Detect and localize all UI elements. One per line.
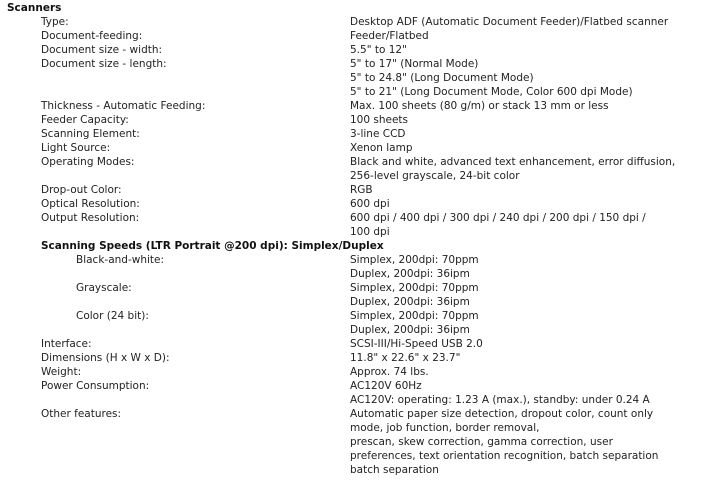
spec-row xyxy=(0,407,711,421)
spec-row xyxy=(0,435,711,449)
spec-label: Operating Modes: xyxy=(41,156,135,168)
spec-row xyxy=(0,57,711,71)
spec-row xyxy=(0,71,711,85)
spec-row xyxy=(0,197,711,211)
spec-value: 5" to 21" (Long Document Mode, Color 600 dpi Mode) xyxy=(350,86,633,98)
spec-row xyxy=(0,127,711,141)
spec-label: Optical Resolution: xyxy=(41,198,140,210)
spec-row xyxy=(0,351,711,365)
spec-value: mode, job function, border removal, xyxy=(350,422,540,434)
spec-value: AC120V: operating: 1.23 A (max.), standby: under 0.24 A xyxy=(350,394,650,406)
speed-value: Duplex, 200dpi: 36ipm xyxy=(350,268,470,280)
speed-row xyxy=(0,295,711,309)
spec-value: 600 dpi / 400 dpi / 300 dpi / 240 dpi / 200 dpi / 150 dpi / xyxy=(350,212,646,224)
speed-row xyxy=(0,253,711,267)
spec-value: RGB xyxy=(350,184,373,196)
spec-label: Other features: xyxy=(41,408,122,420)
spec-row xyxy=(0,183,711,197)
spec-value: 5.5" to 12" xyxy=(350,44,407,56)
spec-label: Feeder Capacity: xyxy=(41,114,129,126)
spec-row xyxy=(0,15,711,29)
spec-value: 600 dpi xyxy=(350,198,390,210)
spec-value: Xenon lamp xyxy=(350,142,413,154)
spec-row xyxy=(0,365,711,379)
spec-value: 100 dpi xyxy=(350,226,390,238)
speed-heading: Scanning Speeds (LTR Portrait @200 dpi): Simplex/Duplex xyxy=(41,240,384,252)
speed-label: Grayscale: xyxy=(76,282,132,294)
spec-row xyxy=(0,169,711,183)
spec-row xyxy=(0,449,711,463)
spec-label: Light Source: xyxy=(41,142,111,154)
spec-row xyxy=(0,225,711,239)
spec-row xyxy=(0,211,711,225)
spec-value: 11.8" x 22.6" x 23.7" xyxy=(350,352,461,364)
spec-row xyxy=(0,393,711,407)
spec-value: Automatic paper size detection, dropout color, count only xyxy=(350,408,654,420)
spec-label: Document size - width: xyxy=(41,44,163,56)
spec-value: batch separation xyxy=(350,464,439,476)
spec-value: 256-level grayscale, 24-bit color xyxy=(350,170,520,182)
spec-value: Approx. 74 lbs. xyxy=(350,366,429,378)
spec-label: Thickness - Automatic Feeding: xyxy=(41,100,206,112)
speed-value: Simplex, 200dpi: 70ppm xyxy=(350,254,479,266)
speed-row xyxy=(0,323,711,337)
speed-value: Duplex, 200dpi: 36ipm xyxy=(350,324,470,336)
spec-row xyxy=(0,379,711,393)
spec-value: Desktop ADF (Automatic Document Feeder)/Flatbed scanner xyxy=(350,16,669,28)
spec-row xyxy=(0,29,711,43)
speed-row xyxy=(0,267,711,281)
spec-label: Power Consumption: xyxy=(41,380,150,392)
spec-row xyxy=(0,337,711,351)
spec-label: Dimensions (H x W x D): xyxy=(41,352,170,364)
spec-value: Max. 100 sheets (80 g/m) or stack 13 mm or less xyxy=(350,100,609,112)
speed-value: Simplex, 200dpi: 70ppm xyxy=(350,282,479,294)
spec-row xyxy=(0,99,711,113)
spec-label: Weight: xyxy=(41,366,82,378)
spec-row xyxy=(0,43,711,57)
speed-row xyxy=(0,281,711,295)
spec-value: prescan, skew correction, gamma correction, user xyxy=(350,436,613,448)
speed-label: Color (24 bit): xyxy=(76,310,149,322)
spec-row xyxy=(0,155,711,169)
spec-value: 3-line CCD xyxy=(350,128,406,140)
speed-value: Simplex, 200dpi: 70ppm xyxy=(350,310,479,322)
spec-value: 5" to 24.8" (Long Document Mode) xyxy=(350,72,534,84)
spec-value: 5" to 17" (Normal Mode) xyxy=(350,58,479,70)
spec-label: Scanning Element: xyxy=(41,128,140,140)
speed-row xyxy=(0,309,711,323)
spec-label: Type: xyxy=(41,16,69,28)
spec-row xyxy=(0,421,711,435)
spec-label: Drop-out Color: xyxy=(41,184,122,196)
spec-row xyxy=(0,113,711,127)
speed-heading-row xyxy=(0,239,711,253)
spec-value: Feeder/Flatbed xyxy=(350,30,429,42)
spec-value: Black and white, advanced text enhancement, error diffusion, xyxy=(350,156,676,168)
spec-row xyxy=(0,141,711,155)
spec-label: Document-feeding: xyxy=(41,30,143,42)
speed-label: Black-and-white: xyxy=(76,254,165,266)
spec-value: SCSI-III/Hi-Speed USB 2.0 xyxy=(350,338,483,350)
spec-value: AC120V 60Hz xyxy=(350,380,422,392)
spec-label: Document size - length: xyxy=(41,58,167,70)
spec-value: preferences, text orientation recognition, batch separation xyxy=(350,450,659,462)
spec-row xyxy=(0,463,711,477)
spec-label: Output Resolution: xyxy=(41,212,140,224)
spec-label: Interface: xyxy=(41,338,92,350)
spec-row xyxy=(0,85,711,99)
section-title: Scanners xyxy=(7,2,62,14)
spec-value: 100 sheets xyxy=(350,114,409,126)
speed-value: Duplex, 200dpi: 36ipm xyxy=(350,296,470,308)
